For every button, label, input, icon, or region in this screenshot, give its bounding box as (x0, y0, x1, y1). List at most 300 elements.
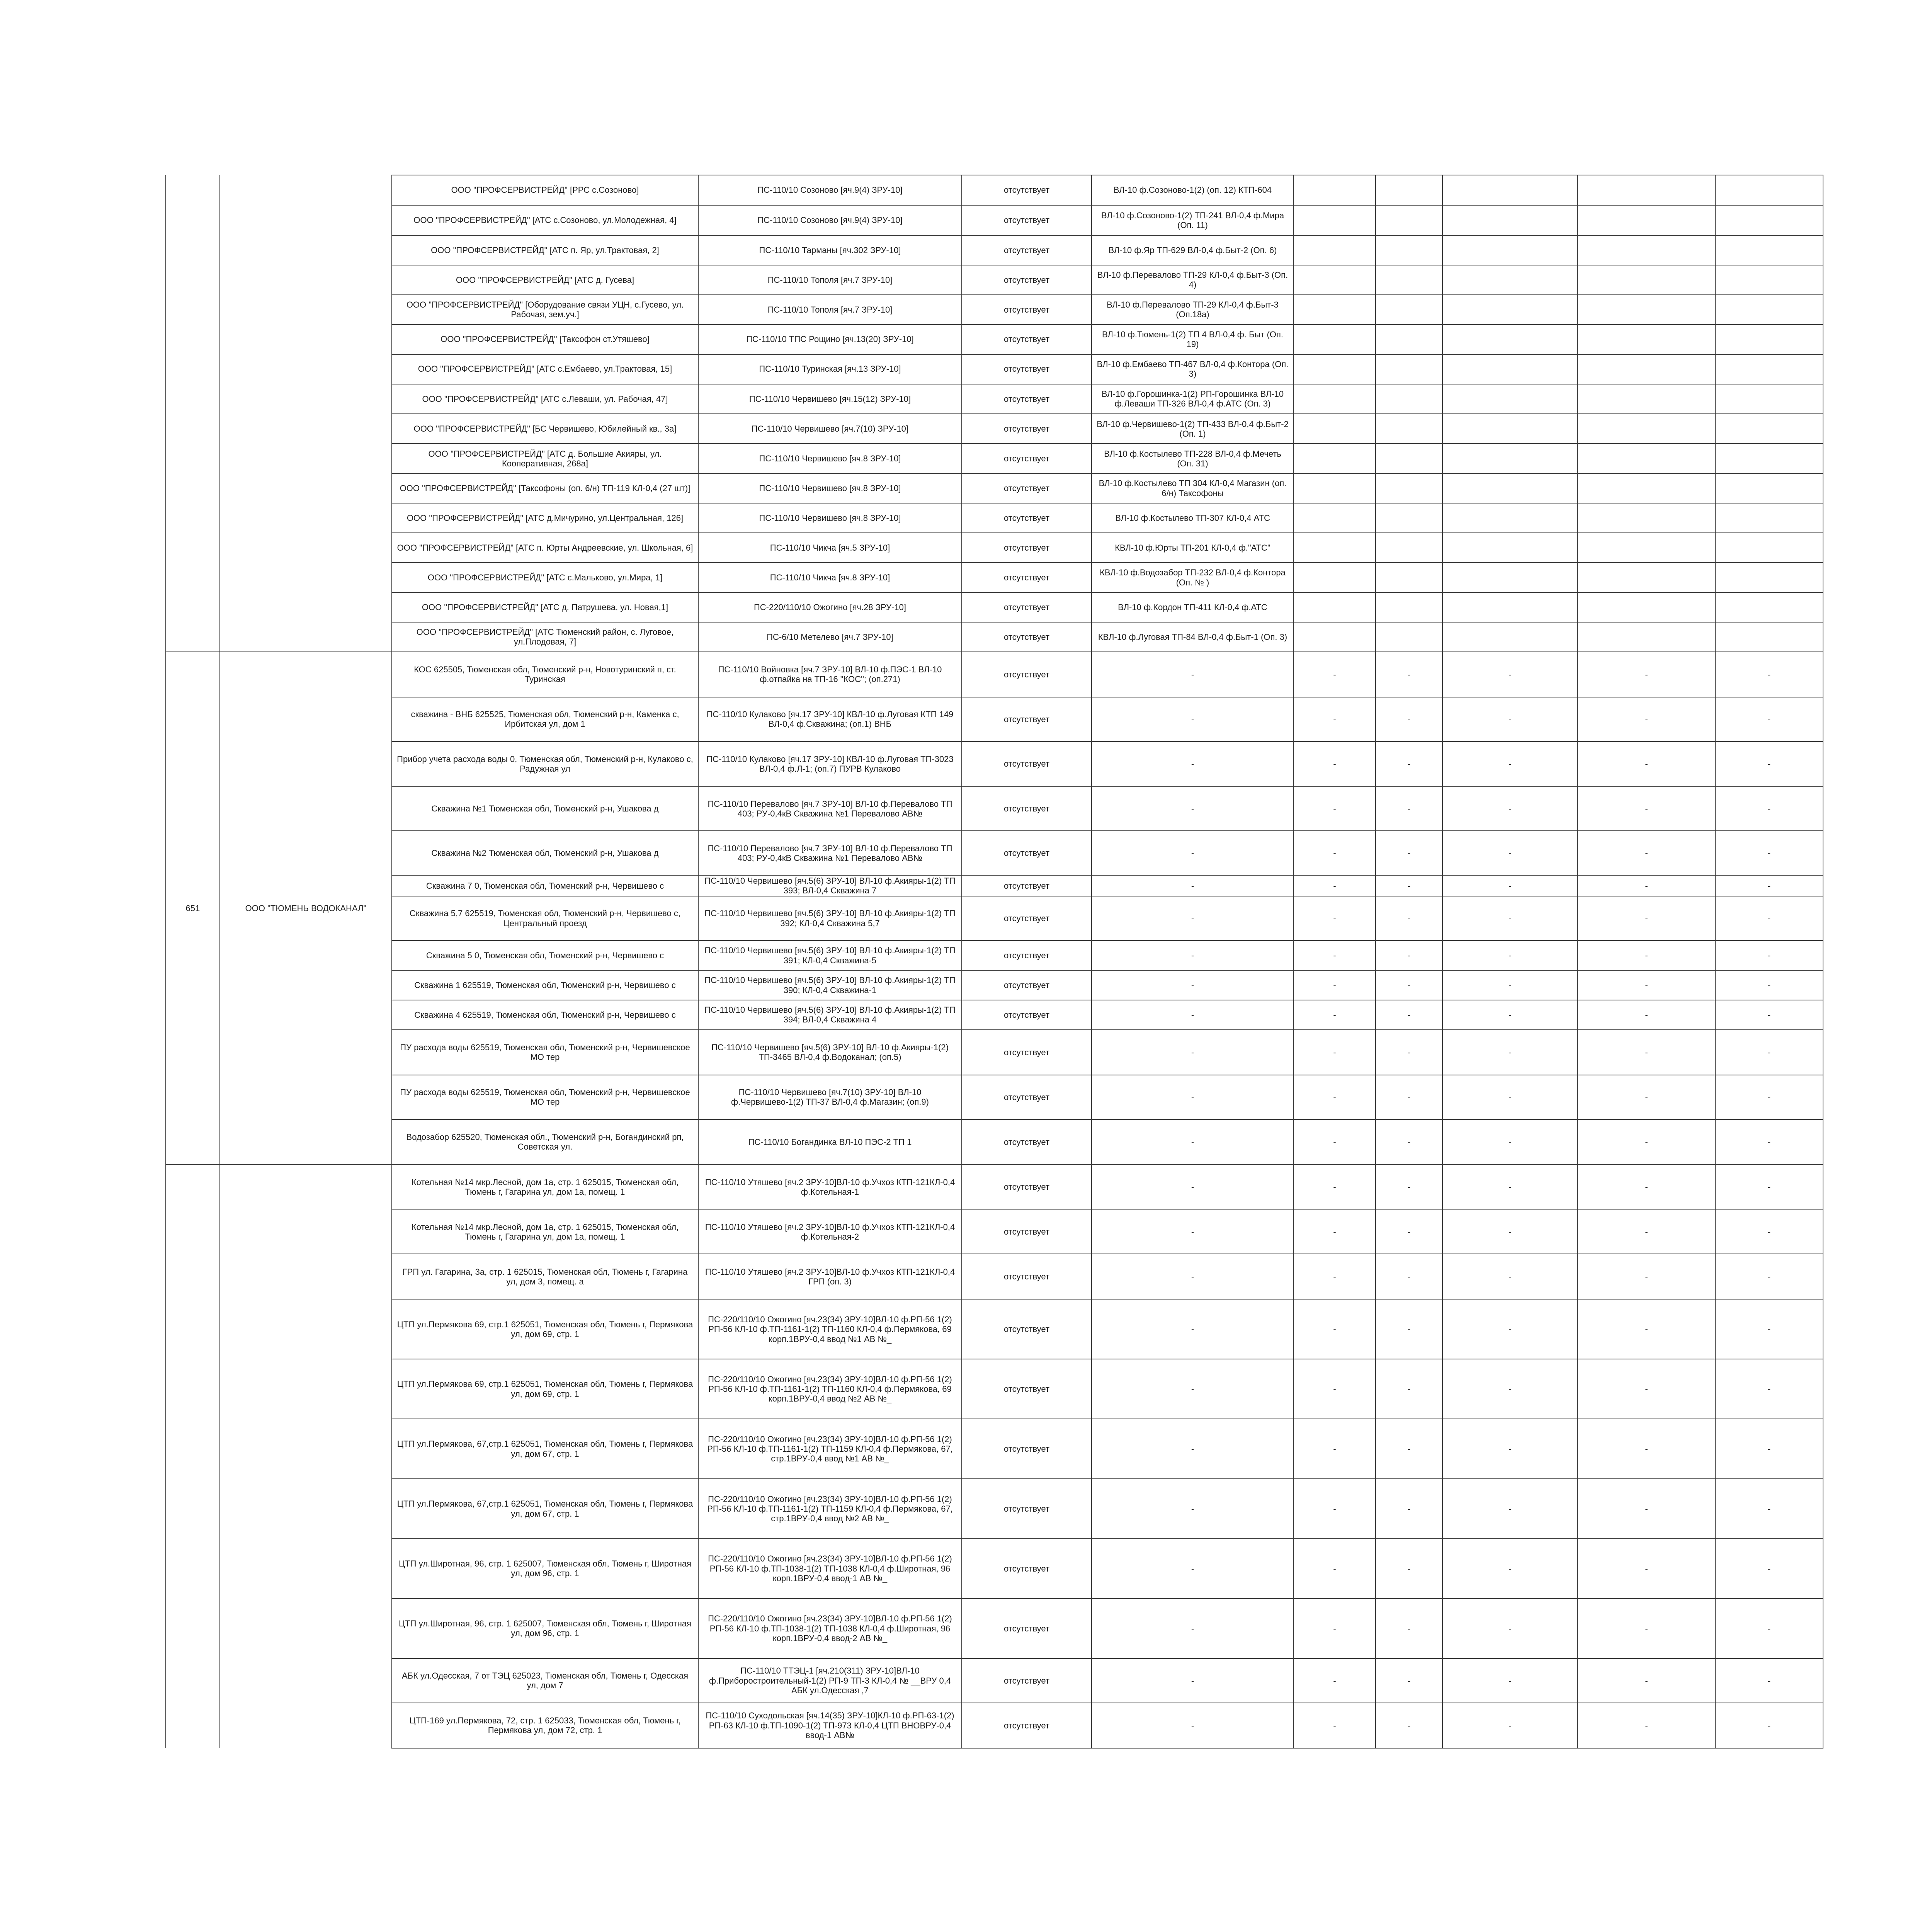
value-cell-9: - (1578, 652, 1715, 697)
object-name-cell: Котельная №14 мкр.Лесной, дом 1а, стр. 1 625015, Тюменская обл, Тюмень г, Гагарина ул, дом 1а, помещ. 1 (392, 1165, 698, 1210)
table-row (166, 831, 1823, 875)
status-cell: отсутствует (962, 295, 1092, 325)
value-cell-8: - (1442, 697, 1578, 742)
value-cell-7: - (1376, 1658, 1442, 1703)
table-body (166, 175, 1823, 1748)
object-name-cell: КОС 625505, Тюменская обл, Тюменский р-н, Новотуринский п, ст. Туринская (392, 652, 698, 697)
value-cell-7: - (1376, 896, 1442, 941)
substation-cell: ПС-6/10 Метелево [яч.7 ЗРУ-10] (698, 622, 962, 652)
value-cell-10: - (1715, 1254, 1823, 1299)
value-cell-7 (1376, 205, 1442, 235)
value-cell-9: - (1578, 1210, 1715, 1254)
table-row (166, 235, 1823, 265)
value-cell-9: - (1578, 1599, 1715, 1658)
value-cell-7 (1376, 414, 1442, 444)
line-cell: ВЛ-10 ф.Ембаево ТП-467 ВЛ-0,4 ф.Контора (Оп. 3) (1092, 354, 1294, 384)
object-name-cell: Скважина 4 625519, Тюменская обл, Тюменский р-н, Червишево с (392, 1000, 698, 1030)
value-cell-9: - (1578, 896, 1715, 941)
value-cell-6: - (1294, 652, 1376, 697)
status-cell: отсутствует (962, 205, 1092, 235)
value-cell-8 (1442, 473, 1578, 503)
object-name-cell: ГРП ул. Гагарина, 3а, стр. 1 625015, Тюменская обл, Тюмень г, Гагарина ул, дом 3, помещ. а (392, 1254, 698, 1299)
organization-cell: ООО "ТЮМЕНЬ ВОДОКАНАЛ" (220, 652, 392, 1165)
value-cell-6 (1294, 533, 1376, 563)
line-cell: - (1092, 787, 1294, 831)
status-cell: отсутствует (962, 787, 1092, 831)
status-cell: отсутствует (962, 896, 1092, 941)
value-cell-8: - (1442, 652, 1578, 697)
table-row (166, 1419, 1823, 1479)
value-cell-10 (1715, 592, 1823, 622)
status-cell: отсутствует (962, 235, 1092, 265)
value-cell-10 (1715, 235, 1823, 265)
line-cell: - (1092, 697, 1294, 742)
value-cell-6 (1294, 503, 1376, 533)
value-cell-8: - (1442, 896, 1578, 941)
object-name-cell: ООО "ПРОФСЕРВИСТРЕЙД" [АТС с.Леваши, ул. Рабочая, 47] (392, 384, 698, 414)
table-row (166, 1000, 1823, 1030)
value-cell-7: - (1376, 970, 1442, 1000)
value-cell-9 (1578, 235, 1715, 265)
line-cell: ВЛ-10 ф.Костылево ТП-228 ВЛ-0,4 ф.Мечеть (Оп. 31) (1092, 444, 1294, 473)
value-cell-8: - (1442, 941, 1578, 970)
value-cell-8: - (1442, 831, 1578, 875)
value-cell-9: - (1578, 1359, 1715, 1419)
value-cell-9 (1578, 533, 1715, 563)
status-cell: отсутствует (962, 1359, 1092, 1419)
table-row (166, 1119, 1823, 1165)
line-cell: КВЛ-10 ф.Луговая ТП-84 ВЛ-0,4 ф.Быт-1 (Оп. 3) (1092, 622, 1294, 652)
value-cell-7: - (1376, 1479, 1442, 1539)
substation-cell: ПС-110/10 Богандинка ВЛ-10 ПЭС-2 ТП 1 (698, 1119, 962, 1165)
value-cell-8: - (1442, 742, 1578, 787)
object-name-cell: ЦТП ул.Пермякова, 67,стр.1 625051, Тюменская обл, Тюмень г, Пермякова ул, дом 67, стр. 1 (392, 1419, 698, 1479)
value-cell-6: - (1294, 875, 1376, 896)
value-cell-9: - (1578, 1254, 1715, 1299)
value-cell-10: - (1715, 1075, 1823, 1119)
value-cell-6: - (1294, 896, 1376, 941)
object-name-cell: ЦТП-169 ул.Пермякова, 72, стр. 1 625033, Тюменская обл, Тюмень г, Пермякова ул, дом 72, стр. 1 (392, 1703, 698, 1748)
object-name-cell: ООО "ПРОФСЕРВИСТРЕЙД" [АТС п. Юрты Андреевские, ул. Школьная, 6] (392, 533, 698, 563)
value-cell-9 (1578, 295, 1715, 325)
object-name-cell: ООО "ПРОФСЕРВИСТРЕЙД" [Таксофоны (оп. 6/н) ТП-119 КЛ-0,4 (27 шт)] (392, 473, 698, 503)
value-cell-10: - (1715, 1119, 1823, 1165)
substation-cell: ПС-110/10 Туринская [яч.13 ЗРУ-10] (698, 354, 962, 384)
value-cell-9 (1578, 473, 1715, 503)
object-name-cell: АБК ул.Одесская, 7 от ТЭЦ 625023, Тюменская обл, Тюмень г, Одесская ул, дом 7 (392, 1658, 698, 1703)
value-cell-7: - (1376, 1599, 1442, 1658)
value-cell-7 (1376, 503, 1442, 533)
value-cell-6: - (1294, 1030, 1376, 1075)
value-cell-6 (1294, 325, 1376, 354)
substation-cell: ПС-110/10 Червишево [яч.5(6) ЗРУ-10] ВЛ-10 ф.Акияры-1(2) ТП 393; ВЛ-0,4 Скважина 7 (698, 875, 962, 896)
status-cell: отсутствует (962, 742, 1092, 787)
substation-cell: ПС-110/10 Суходольская [яч.14(35) ЗРУ-10]КЛ-10 ф.РП-63-1(2) РП-63 КЛ-10 ф.ТП-1090-1(2) ТП-973 КЛ-0,4 ЦТП ВНОВРУ-0,4 ввод-1 АВ№ (698, 1703, 962, 1748)
value-cell-10: - (1715, 941, 1823, 970)
substation-cell: ПС-220/110/10 Ожогино [яч.23(34) ЗРУ-10]ВЛ-10 ф.РП-56 1(2) РП-56 КЛ-10 ф.ТП-1038-1(2) ТП-1038 КЛ-0,4 ф.Широтная, 96 корп.1ВРУ-0,4 ввод-1 АВ №_ (698, 1539, 962, 1599)
value-cell-10 (1715, 325, 1823, 354)
line-cell: - (1092, 1539, 1294, 1599)
substation-cell: ПС-110/10 Кулаково [яч.17 ЗРУ-10] КВЛ-10 ф.Луговая КТП 149 ВЛ-0,4 ф.Скважина; (оп.1) ВНБ (698, 697, 962, 742)
substation-cell: ПС-110/10 ТПС Рощино [яч.13(20) ЗРУ-10] (698, 325, 962, 354)
table-row (166, 1658, 1823, 1703)
substation-cell: ПС-220/110/10 Ожогино [яч.28 ЗРУ-10] (698, 592, 962, 622)
value-cell-7 (1376, 295, 1442, 325)
substation-cell: ПС-220/110/10 Ожогино [яч.23(34) ЗРУ-10]ВЛ-10 ф.РП-56 1(2) РП-56 КЛ-10 ф.ТП-1161-1(2) ТП-1160 КЛ-0,4 ф.Пермякова, 69 корп.1ВРУ-0,4 ввод №2 АВ №_ (698, 1359, 962, 1419)
value-cell-10: - (1715, 1359, 1823, 1419)
substation-cell: ПС-220/110/10 Ожогино [яч.23(34) ЗРУ-10]ВЛ-10 ф.РП-56 1(2) РП-56 КЛ-10 ф.ТП-1161-1(2) ТП-1160 КЛ-0,4 ф.Пермякова, 69 корп.1ВРУ-0,4 ввод №1 АВ №_ (698, 1299, 962, 1359)
table-row (166, 1165, 1823, 1210)
object-name-cell: ООО "ПРОФСЕРВИСТРЕЙД" [АТС с.Мальково, ул.Мира, 1] (392, 563, 698, 592)
value-cell-8: - (1442, 1539, 1578, 1599)
value-cell-6 (1294, 295, 1376, 325)
line-cell: - (1092, 1359, 1294, 1419)
substation-cell: ПС-110/10 Червишево [яч.5(6) ЗРУ-10] ВЛ-10 ф.Акияры-1(2) ТП 394; ВЛ-0,4 Скважина 4 (698, 1000, 962, 1030)
value-cell-8 (1442, 622, 1578, 652)
substation-cell: ПС-110/10 ТТЭЦ-1 [яч.210(311) ЗРУ-10]ВЛ-10 ф.Приборостроительный-1(2) РП-9 ТП-3 КЛ-0,4 № __ВРУ 0,4 АБК ул.Одесская ,7 (698, 1658, 962, 1703)
table-row (166, 1299, 1823, 1359)
value-cell-10 (1715, 444, 1823, 473)
table-row (166, 1599, 1823, 1658)
object-name-cell: ООО "ПРОФСЕРВИСТРЕЙД" [Оборудование связи УЦН, с.Гусево, ул. Рабочая, зем.уч.] (392, 295, 698, 325)
substation-cell: ПС-110/10 Утяшево [яч.2 ЗРУ-10]ВЛ-10 ф.Учхоз КТП-121КЛ-0,4 ГРП (оп. 3) (698, 1254, 962, 1299)
value-cell-6: - (1294, 1599, 1376, 1658)
table-row (166, 941, 1823, 970)
substation-cell: ПС-110/10 Тарманы [яч.302 ЗРУ-10] (698, 235, 962, 265)
status-cell: отсутствует (962, 1030, 1092, 1075)
value-cell-9: - (1578, 1299, 1715, 1359)
line-cell: ВЛ-10 ф.Созоново-1(2) ТП-241 ВЛ-0,4 ф.Мира (Оп. 11) (1092, 205, 1294, 235)
value-cell-10: - (1715, 1210, 1823, 1254)
object-name-cell: Скважина 7 0, Тюменская обл, Тюменский р-н, Червишево с (392, 875, 698, 896)
value-cell-8 (1442, 563, 1578, 592)
status-cell: отсутствует (962, 503, 1092, 533)
status-cell: отсутствует (962, 1703, 1092, 1748)
value-cell-6: - (1294, 941, 1376, 970)
substation-cell: ПС-220/110/10 Ожогино [яч.23(34) ЗРУ-10]ВЛ-10 ф.РП-56 1(2) РП-56 КЛ-10 ф.ТП-1161-1(2) ТП-1159 КЛ-0,4 ф.Пермякова, 67, стр.1ВРУ-0,4 ввод №2 АВ №_ (698, 1479, 962, 1539)
value-cell-8 (1442, 295, 1578, 325)
substation-cell: ПС-110/10 Утяшево [яч.2 ЗРУ-10]ВЛ-10 ф.Учхоз КТП-121КЛ-0,4 ф.Котельная-2 (698, 1210, 962, 1254)
substation-cell: ПС-110/10 Червишево [яч.8 ЗРУ-10] (698, 444, 962, 473)
value-cell-8: - (1442, 970, 1578, 1000)
data-table (165, 175, 1823, 1749)
value-cell-9: - (1578, 742, 1715, 787)
value-cell-7 (1376, 384, 1442, 414)
group-number-cell (166, 1165, 220, 1748)
table-row (166, 563, 1823, 592)
value-cell-7: - (1376, 1210, 1442, 1254)
status-cell: отсутствует (962, 1254, 1092, 1299)
value-cell-10: - (1715, 787, 1823, 831)
value-cell-9 (1578, 354, 1715, 384)
status-cell: отсутствует (962, 697, 1092, 742)
object-name-cell: Водозабор 625520, Тюменская обл., Тюменский р-н, Богандинский рп, Советская ул. (392, 1119, 698, 1165)
value-cell-7 (1376, 354, 1442, 384)
value-cell-9: - (1578, 1479, 1715, 1539)
object-name-cell: Скважина №2 Тюменская обл, Тюменский р-н, Ушакова д (392, 831, 698, 875)
status-cell: отсутствует (962, 1299, 1092, 1359)
value-cell-7: - (1376, 697, 1442, 742)
value-cell-8: - (1442, 1254, 1578, 1299)
object-name-cell: ООО "ПРОФСЕРВИСТРЕЙД" [АТС п. Яр, ул.Трактовая, 2] (392, 235, 698, 265)
substation-cell: ПС-110/10 Тополя [яч.7 ЗРУ-10] (698, 295, 962, 325)
line-cell: - (1092, 1599, 1294, 1658)
value-cell-8 (1442, 175, 1578, 205)
value-cell-7: - (1376, 1359, 1442, 1419)
table-row (166, 325, 1823, 354)
value-cell-8: - (1442, 1703, 1578, 1748)
value-cell-6: - (1294, 1165, 1376, 1210)
substation-cell: ПС-110/10 Перевалово [яч.7 ЗРУ-10] ВЛ-10 ф.Перевалово ТП 403; РУ-0,4кВ Скважина №1 Перевалово АВ№ (698, 787, 962, 831)
value-cell-7: - (1376, 1165, 1442, 1210)
value-cell-10: - (1715, 1703, 1823, 1748)
table-row (166, 414, 1823, 444)
object-name-cell: ООО "ПРОФСЕРВИСТРЕЙД" [Таксофон ст.Утяшево] (392, 325, 698, 354)
value-cell-6: - (1294, 1000, 1376, 1030)
value-cell-6: - (1294, 742, 1376, 787)
value-cell-10: - (1715, 1000, 1823, 1030)
substation-cell: ПС-110/10 Утяшево [яч.2 ЗРУ-10]ВЛ-10 ф.Учхоз КТП-121КЛ-0,4 ф.Котельная-1 (698, 1165, 962, 1210)
line-cell: - (1092, 1075, 1294, 1119)
status-cell: отсутствует (962, 384, 1092, 414)
status-cell: отсутствует (962, 325, 1092, 354)
value-cell-7: - (1376, 941, 1442, 970)
status-cell: отсутствует (962, 265, 1092, 295)
organization-cell (220, 1165, 392, 1748)
status-cell: отсутствует (962, 622, 1092, 652)
line-cell: - (1092, 1210, 1294, 1254)
value-cell-7: - (1376, 1075, 1442, 1119)
substation-cell: ПС-110/10 Червишево [яч.7(10) ЗРУ-10] ВЛ-10 ф.Червишево-1(2) ТП-37 ВЛ-0,4 ф.Магазин; (оп.9) (698, 1075, 962, 1119)
value-cell-6 (1294, 414, 1376, 444)
status-cell: отсутствует (962, 414, 1092, 444)
value-cell-6: - (1294, 970, 1376, 1000)
object-name-cell: ООО "ПРОФСЕРВИСТРЕЙД" [АТС Тюменский район, с. Луговое, ул.Плодовая, 7] (392, 622, 698, 652)
value-cell-10 (1715, 414, 1823, 444)
value-cell-6: - (1294, 697, 1376, 742)
value-cell-10: - (1715, 1539, 1823, 1599)
line-cell: - (1092, 1254, 1294, 1299)
value-cell-8 (1442, 592, 1578, 622)
line-cell: ВЛ-10 ф.Кордон ТП-411 КЛ-0,4 ф.АТС (1092, 592, 1294, 622)
line-cell: - (1092, 941, 1294, 970)
value-cell-6 (1294, 563, 1376, 592)
status-cell: отсутствует (962, 1165, 1092, 1210)
value-cell-6 (1294, 175, 1376, 205)
table-row (166, 1479, 1823, 1539)
value-cell-6 (1294, 354, 1376, 384)
object-name-cell: ЦТП ул.Пермякова 69, стр.1 625051, Тюменская обл, Тюмень г, Пермякова ул, дом 69, стр. 1 (392, 1299, 698, 1359)
value-cell-10: - (1715, 652, 1823, 697)
table-row (166, 354, 1823, 384)
substation-cell: ПС-110/10 Созоново [яч.9(4) ЗРУ-10] (698, 205, 962, 235)
line-cell: ВЛ-10 ф.Червишево-1(2) ТП-433 ВЛ-0,4 ф.Быт-2 (Оп. 1) (1092, 414, 1294, 444)
group-number-cell: 651 (166, 652, 220, 1165)
value-cell-7 (1376, 265, 1442, 295)
object-name-cell: Прибор учета расхода воды 0, Тюменская обл, Тюменский р-н, Кулаково с, Радужная ул (392, 742, 698, 787)
value-cell-8: - (1442, 1299, 1578, 1359)
value-cell-10 (1715, 533, 1823, 563)
line-cell: - (1092, 1165, 1294, 1210)
document-sheet (165, 175, 1823, 1749)
value-cell-8: - (1442, 1210, 1578, 1254)
table-row (166, 875, 1823, 896)
value-cell-6: - (1294, 1119, 1376, 1165)
value-cell-6: - (1294, 1703, 1376, 1748)
object-name-cell: ООО "ПРОФСЕРВИСТРЕЙД" [РРС с.Созоново] (392, 175, 698, 205)
value-cell-9: - (1578, 941, 1715, 970)
table-row (166, 1359, 1823, 1419)
value-cell-10 (1715, 503, 1823, 533)
value-cell-9: - (1578, 875, 1715, 896)
object-name-cell: Скважина 5 0, Тюменская обл, Тюменский р-н, Червишево с (392, 941, 698, 970)
value-cell-6: - (1294, 1075, 1376, 1119)
value-cell-10: - (1715, 697, 1823, 742)
line-cell: - (1092, 1000, 1294, 1030)
line-cell: ВЛ-10 ф.Перевалово ТП-29 КЛ-0,4 ф.Быт-3 (Оп.18а) (1092, 295, 1294, 325)
object-name-cell: ООО "ПРОФСЕРВИСТРЕЙД" [АТС д. Патрушева, ул. Новая,1] (392, 592, 698, 622)
status-cell: отсутствует (962, 941, 1092, 970)
value-cell-10: - (1715, 1165, 1823, 1210)
value-cell-9: - (1578, 697, 1715, 742)
line-cell: - (1092, 896, 1294, 941)
table-row (166, 896, 1823, 941)
value-cell-7: - (1376, 1254, 1442, 1299)
value-cell-10: - (1715, 1299, 1823, 1359)
value-cell-9: - (1578, 1030, 1715, 1075)
value-cell-8 (1442, 235, 1578, 265)
value-cell-10 (1715, 175, 1823, 205)
value-cell-6 (1294, 235, 1376, 265)
value-cell-7 (1376, 235, 1442, 265)
line-cell: - (1092, 742, 1294, 787)
line-cell: КВЛ-10 ф.Водозабор ТП-232 ВЛ-0,4 ф.Контора (Оп. № ) (1092, 563, 1294, 592)
value-cell-8: - (1442, 1419, 1578, 1479)
line-cell: - (1092, 652, 1294, 697)
line-cell: КВЛ-10 ф.Юрты ТП-201 КЛ-0,4 ф."АТС" (1092, 533, 1294, 563)
substation-cell: ПС-110/10 Чикча [яч.8 ЗРУ-10] (698, 563, 962, 592)
value-cell-8: - (1442, 1030, 1578, 1075)
status-cell: отсутствует (962, 652, 1092, 697)
value-cell-8 (1442, 533, 1578, 563)
value-cell-9: - (1578, 831, 1715, 875)
substation-cell: ПС-220/110/10 Ожогино [яч.23(34) ЗРУ-10]ВЛ-10 ф.РП-56 1(2) РП-56 КЛ-10 ф.ТП-1038-1(2) ТП-1038 КЛ-0,4 ф.Широтная, 96 корп.1ВРУ-0,4 ввод-2 АВ №_ (698, 1599, 962, 1658)
value-cell-10: - (1715, 1599, 1823, 1658)
value-cell-9 (1578, 503, 1715, 533)
value-cell-9 (1578, 592, 1715, 622)
value-cell-8: - (1442, 1165, 1578, 1210)
value-cell-6 (1294, 265, 1376, 295)
value-cell-10: - (1715, 970, 1823, 1000)
table-row (166, 444, 1823, 473)
substation-cell: ПС-110/10 Созоново [яч.9(4) ЗРУ-10] (698, 175, 962, 205)
value-cell-9: - (1578, 1658, 1715, 1703)
value-cell-10: - (1715, 1419, 1823, 1479)
value-cell-8: - (1442, 1075, 1578, 1119)
value-cell-10: - (1715, 742, 1823, 787)
table-row (166, 1030, 1823, 1075)
value-cell-9: - (1578, 1703, 1715, 1748)
value-cell-8: - (1442, 1119, 1578, 1165)
object-name-cell: Скважина 5,7 625519, Тюменская обл, Тюменский р-н, Червишево с, Центральный проезд (392, 896, 698, 941)
value-cell-8: - (1442, 1658, 1578, 1703)
value-cell-9 (1578, 384, 1715, 414)
value-cell-8 (1442, 325, 1578, 354)
value-cell-10: - (1715, 896, 1823, 941)
value-cell-7: - (1376, 652, 1442, 697)
value-cell-7 (1376, 622, 1442, 652)
status-cell: отсутствует (962, 354, 1092, 384)
table-row (166, 970, 1823, 1000)
value-cell-8 (1442, 414, 1578, 444)
value-cell-7 (1376, 175, 1442, 205)
value-cell-8 (1442, 503, 1578, 533)
value-cell-8 (1442, 384, 1578, 414)
substation-cell: ПС-110/10 Червишево [яч.5(6) ЗРУ-10] ВЛ-10 ф.Акияры-1(2) ТП-3465 ВЛ-0,4 ф.Водоканал; (оп.5) (698, 1030, 962, 1075)
line-cell: - (1092, 1119, 1294, 1165)
status-cell: отсутствует (962, 970, 1092, 1000)
table-row (166, 1075, 1823, 1119)
value-cell-10 (1715, 563, 1823, 592)
substation-cell: ПС-110/10 Тополя [яч.7 ЗРУ-10] (698, 265, 962, 295)
substation-cell: ПС-110/10 Кулаково [яч.17 ЗРУ-10] КВЛ-10 ф.Луговая ТП-3023 ВЛ-0,4 ф.Л-1; (оп.7) ПУРВ Кулаково (698, 742, 962, 787)
line-cell: - (1092, 1703, 1294, 1748)
object-name-cell: ООО "ПРОФСЕРВИСТРЕЙД" [АТС с.Созоново, ул.Молодежная, 4] (392, 205, 698, 235)
table-row (166, 175, 1823, 205)
table-row (166, 265, 1823, 295)
value-cell-9 (1578, 205, 1715, 235)
value-cell-7: - (1376, 831, 1442, 875)
line-cell: ВЛ-10 ф.Перевалово ТП-29 КЛ-0,4 ф.Быт-3 (Оп. 4) (1092, 265, 1294, 295)
table-row (166, 592, 1823, 622)
value-cell-7 (1376, 444, 1442, 473)
value-cell-8: - (1442, 1599, 1578, 1658)
value-cell-7: - (1376, 1119, 1442, 1165)
status-cell: отсутствует (962, 831, 1092, 875)
value-cell-8 (1442, 205, 1578, 235)
value-cell-10 (1715, 295, 1823, 325)
table-row (166, 503, 1823, 533)
organization-cell (220, 175, 392, 652)
value-cell-6: - (1294, 1254, 1376, 1299)
table-row (166, 1210, 1823, 1254)
value-cell-9 (1578, 444, 1715, 473)
table-row (166, 205, 1823, 235)
value-cell-6: - (1294, 1210, 1376, 1254)
table-row (166, 384, 1823, 414)
value-cell-6: - (1294, 787, 1376, 831)
table-row (166, 533, 1823, 563)
object-name-cell: ООО "ПРОФСЕРВИСТРЕЙД" [БС Червишево, Юбилейный кв., 3а] (392, 414, 698, 444)
object-name-cell: ЦТП ул.Широтная, 96, стр. 1 625007, Тюменская обл, Тюмень г, Широтная ул, дом 96, стр. 1 (392, 1599, 698, 1658)
status-cell: отсутствует (962, 1419, 1092, 1479)
value-cell-7: - (1376, 875, 1442, 896)
value-cell-6 (1294, 622, 1376, 652)
value-cell-7: - (1376, 1030, 1442, 1075)
line-cell: - (1092, 1479, 1294, 1539)
value-cell-9: - (1578, 1419, 1715, 1479)
value-cell-6: - (1294, 1359, 1376, 1419)
status-cell: отсутствует (962, 1210, 1092, 1254)
status-cell: отсутствует (962, 1539, 1092, 1599)
table-row (166, 742, 1823, 787)
value-cell-6 (1294, 473, 1376, 503)
line-cell: - (1092, 831, 1294, 875)
value-cell-10 (1715, 205, 1823, 235)
value-cell-9 (1578, 414, 1715, 444)
group-number-cell (166, 175, 220, 652)
line-cell: - (1092, 875, 1294, 896)
